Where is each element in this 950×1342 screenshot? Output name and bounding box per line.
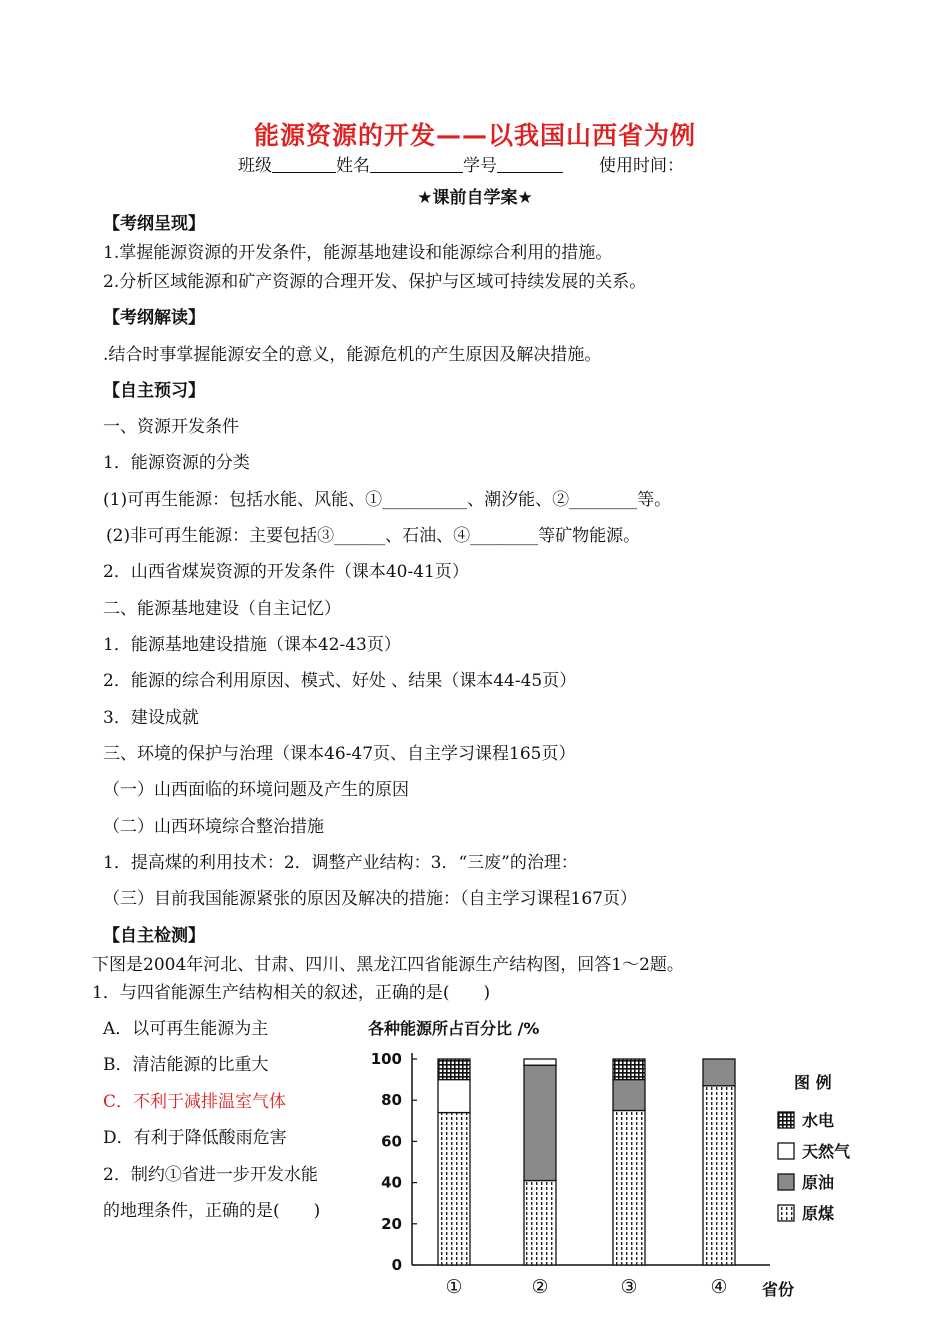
x-category-label: ④ (710, 1276, 728, 1298)
section-heading: 【自主预习】 (103, 381, 205, 401)
section-subtitle: ★课前自学案★ (417, 188, 533, 208)
legend-label: 水电 (802, 1111, 835, 1130)
legend-swatch (778, 1205, 794, 1221)
legend-swatch (778, 1112, 794, 1128)
text-line: 下图是2004年河北、甘肃、四川、黑龙江四省能源生产结构图，回答1～2题。 (92, 955, 684, 975)
text-line: 2．能源的综合利用原因、模式、好处 、结果（课本44-45页） (103, 671, 577, 691)
bar-segment (613, 1111, 645, 1266)
text-line: (2)非可再生能源：主要包括③______、石油、④________等矿物能源。 (106, 526, 641, 546)
text-line: （三）目前我国能源紧张的原因及解决的措施：（自主学习课程167页） (103, 889, 637, 909)
bar-segment (438, 1059, 470, 1080)
text-line: 1.掌握能源资源的开发条件，能源基地建设和能源综合利用的措施。 (103, 243, 613, 263)
y-tick-label: 100 (370, 1050, 402, 1068)
section-heading: 【考纲解读】 (103, 308, 205, 328)
text-line: 一、资源开发条件 (103, 417, 239, 437)
legend-label: 原油 (802, 1173, 835, 1192)
chart-title: 各种能源所占百分比 /% (368, 1019, 540, 1038)
legend-label: 原煤 (802, 1204, 835, 1223)
class-label: 班级 (238, 156, 272, 176)
bar-segment (613, 1059, 645, 1080)
text-line: 2．制约①省进一步开发水能 (103, 1165, 318, 1185)
y-tick-label: 80 (381, 1091, 402, 1110)
name-blank[interactable] (370, 155, 463, 173)
text-line: .结合时事掌握能源安全的意义，能源危机的产生原因及解决措施。 (103, 345, 602, 365)
bar-segment (524, 1181, 556, 1265)
text-line: 2．山西省煤炭资源的开发条件（课本40-41页） (103, 562, 469, 582)
text-line: D．有利于降低酸雨危害 (103, 1128, 287, 1148)
bar-segment (524, 1065, 556, 1180)
x-category-label: ② (531, 1276, 549, 1298)
x-category-label: ③ (620, 1276, 638, 1298)
legend-swatch (778, 1174, 794, 1190)
class-blank[interactable] (272, 155, 336, 173)
bar-segment (438, 1080, 470, 1113)
y-tick-label: 40 (381, 1173, 402, 1192)
legend-label: 天然气 (802, 1142, 851, 1161)
bar-segment (613, 1080, 645, 1111)
time-label: 使用时间： (599, 156, 684, 176)
text-line: 三、环境的保护与治理（课本46-47页、自主学习课程165页） (103, 744, 576, 764)
text-line: 1．能源基地建设措施（课本42-43页） (103, 635, 401, 655)
section-heading: 【自主检测】 (103, 926, 205, 946)
text-line: 1．能源资源的分类 (103, 453, 250, 473)
x-axis-label: 省份 (762, 1280, 795, 1299)
text-line: 1．与四省能源生产结构相关的叙述，正确的是( ) (92, 983, 491, 1003)
text-line: 3．建设成就 (103, 708, 199, 728)
text-line: 的地理条件，正确的是( ) (103, 1201, 321, 1221)
x-category-label: ① (445, 1276, 463, 1298)
y-tick-label: 60 (381, 1132, 402, 1151)
text-line: 1．提高煤的利用技术：2．调整产业结构：3．“三废”的治理： (103, 853, 578, 873)
text-line: 2.分析区域能源和矿产资源的合理开发、保护与区域可持续发展的关系。 (103, 272, 647, 292)
y-tick-label: 20 (381, 1214, 402, 1233)
legend-swatch (778, 1143, 794, 1159)
text-line: A．以可再生能源为主 (103, 1019, 269, 1039)
student-id-label: 学号 (463, 156, 497, 176)
bar-segment (703, 1086, 735, 1265)
page-title: 能源资源的开发——以我国山西省为例 (253, 121, 696, 150)
text-line: （二）山西环境综合整治措施 (103, 817, 324, 837)
section-heading: 【考纲呈现】 (103, 214, 205, 234)
bar-segment (438, 1113, 470, 1265)
student-info-line (238, 151, 684, 176)
text-line: （一）山西面临的环境问题及产生的原因 (103, 780, 409, 800)
text-line: C．不利于减排温室气体 (103, 1092, 287, 1112)
y-tick-label: 0 (391, 1256, 402, 1274)
student-id-blank[interactable] (497, 155, 563, 173)
bar-segment (703, 1059, 735, 1086)
text-line: B．清洁能源的比重大 (103, 1055, 269, 1075)
text-line: (1)可再生能源：包括水能、风能、①__________、潮汐能、②________等。 (103, 490, 672, 510)
legend-title: 图 例 (794, 1073, 832, 1092)
energy-structure-chart (350, 1012, 870, 1307)
name-label: 姓名 (336, 156, 370, 176)
bar-segment (524, 1059, 556, 1065)
text-line: 二、能源基地建设（自主记忆） (103, 599, 341, 619)
